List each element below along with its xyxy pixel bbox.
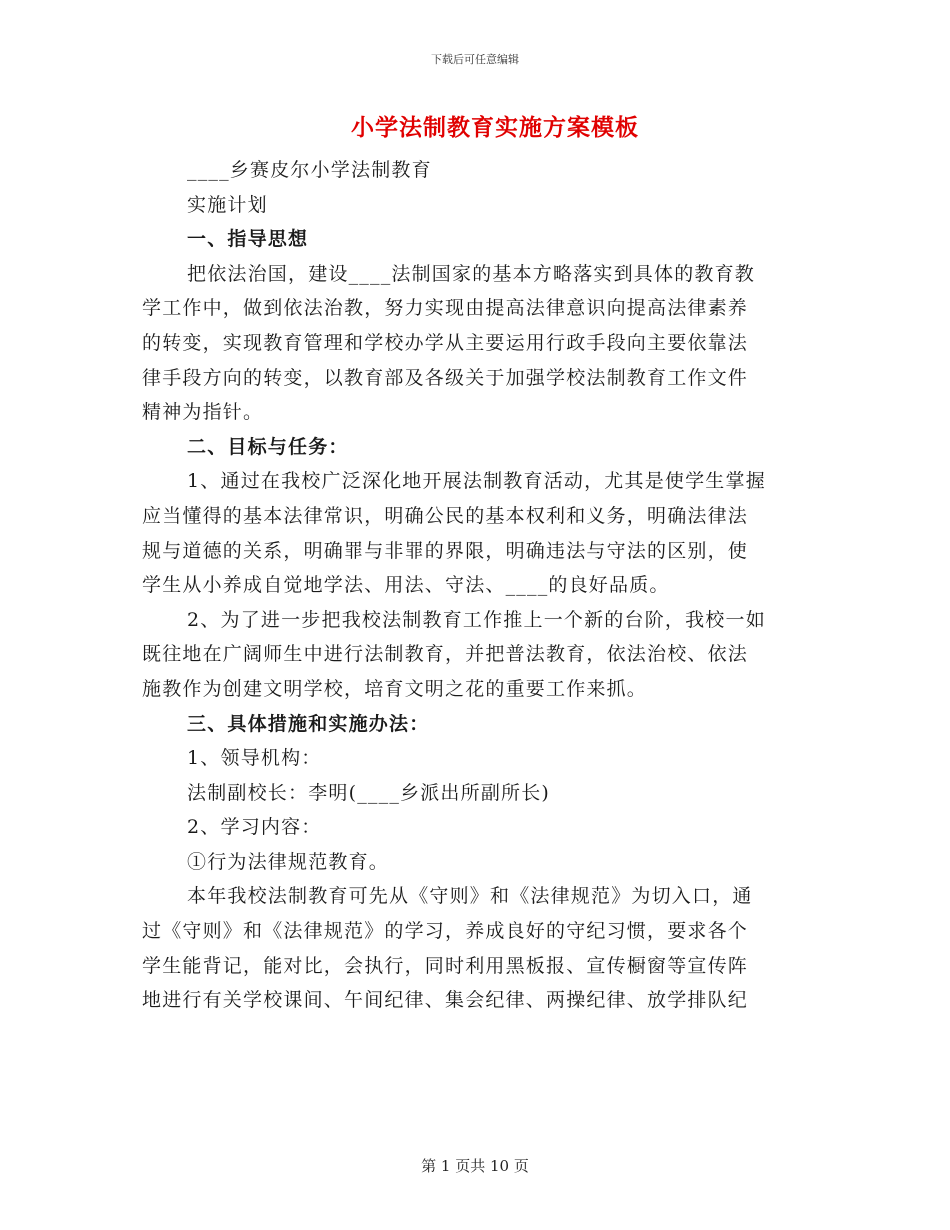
document-title: 小学法制教育实施方案模板 — [351, 114, 639, 141]
paragraph-line: 精神为指针。 — [142, 401, 264, 424]
list-item-behavior-norms: ①行为法律规范教育。 — [187, 850, 390, 873]
paragraph-line: 律手段方向的转变，以教育部及各级关于加强学校法制教育工作文件 — [142, 366, 749, 389]
paragraph-line: 2、为了进一步把我校法制教育工作推上一个新的台阶，我校一如 — [187, 608, 766, 631]
paragraph-line: 规与道德的关系，明确罪与非罪的界限，明确违法与守法的区别，使 — [142, 539, 749, 562]
list-item-study-content: 2、学习内容： — [187, 816, 322, 839]
paragraph-line: 本年我校法制教育可先从《守则》和《法律规范》为切入口，通 — [187, 885, 753, 908]
paragraph-line: 学工作中，做到依法治教，努力实现由提高法律意识向提高法律素养 — [142, 297, 749, 320]
paragraph-line: 应当懂得的基本法律常识，明确公民的基本权利和义务，明确法律法 — [142, 504, 749, 527]
page-header-note: 下载后可任意编辑 — [431, 53, 519, 66]
section-heading-measures: 三、具体措施和实施办法： — [187, 712, 430, 735]
page-number-indicator: 第 1 页共 10 页 — [421, 1157, 529, 1175]
list-item-vice-principal: 法制副校长：李明(____乡派出所副所长) — [187, 781, 551, 804]
paragraph-line: 1、通过在我校广泛深化地开展法制教育活动，尤其是使学生掌握 — [187, 470, 766, 493]
paragraph-line: 学生从小养成自觉地学法、用法、守法、____的良好品质。 — [142, 574, 670, 597]
paragraph-line: 过《守则》和《法律规范》的学习，养成良好的守纪习惯，要求各个 — [142, 920, 749, 943]
paragraph-line: 学生能背记，能对比，会执行，同时利用黑板报、宣传橱窗等宣传阵 — [142, 954, 749, 977]
section-heading-guiding-ideology: 一、指导思想 — [187, 228, 309, 251]
school-name-line: ____乡赛皮尔小学法制教育 — [187, 159, 432, 181]
paragraph-line: 施教作为创建文明学校，培育文明之花的重要工作来抓。 — [142, 677, 648, 700]
paragraph-line: 既往地在广阔师生中进行法制教育，并把普法教育，依法治校、依法 — [142, 643, 749, 666]
section-heading-goals-tasks: 二、目标与任务： — [187, 435, 349, 458]
list-item-leadership: 1、领导机构： — [187, 747, 322, 770]
paragraph-line: 把依法治国，建设____法制国家的基本方略落实到具体的教育教 — [187, 262, 756, 285]
document-body — [142, 153, 810, 1018]
plan-subtitle-line: 实施计划 — [187, 193, 268, 216]
paragraph-line: 地进行有关学校课间、午间纪律、集会纪律、两操纪律、放学排队纪 — [142, 989, 749, 1012]
paragraph-line: 的转变，实现教育管理和学校办学从主要运用行政手段向主要依靠法 — [142, 331, 749, 354]
